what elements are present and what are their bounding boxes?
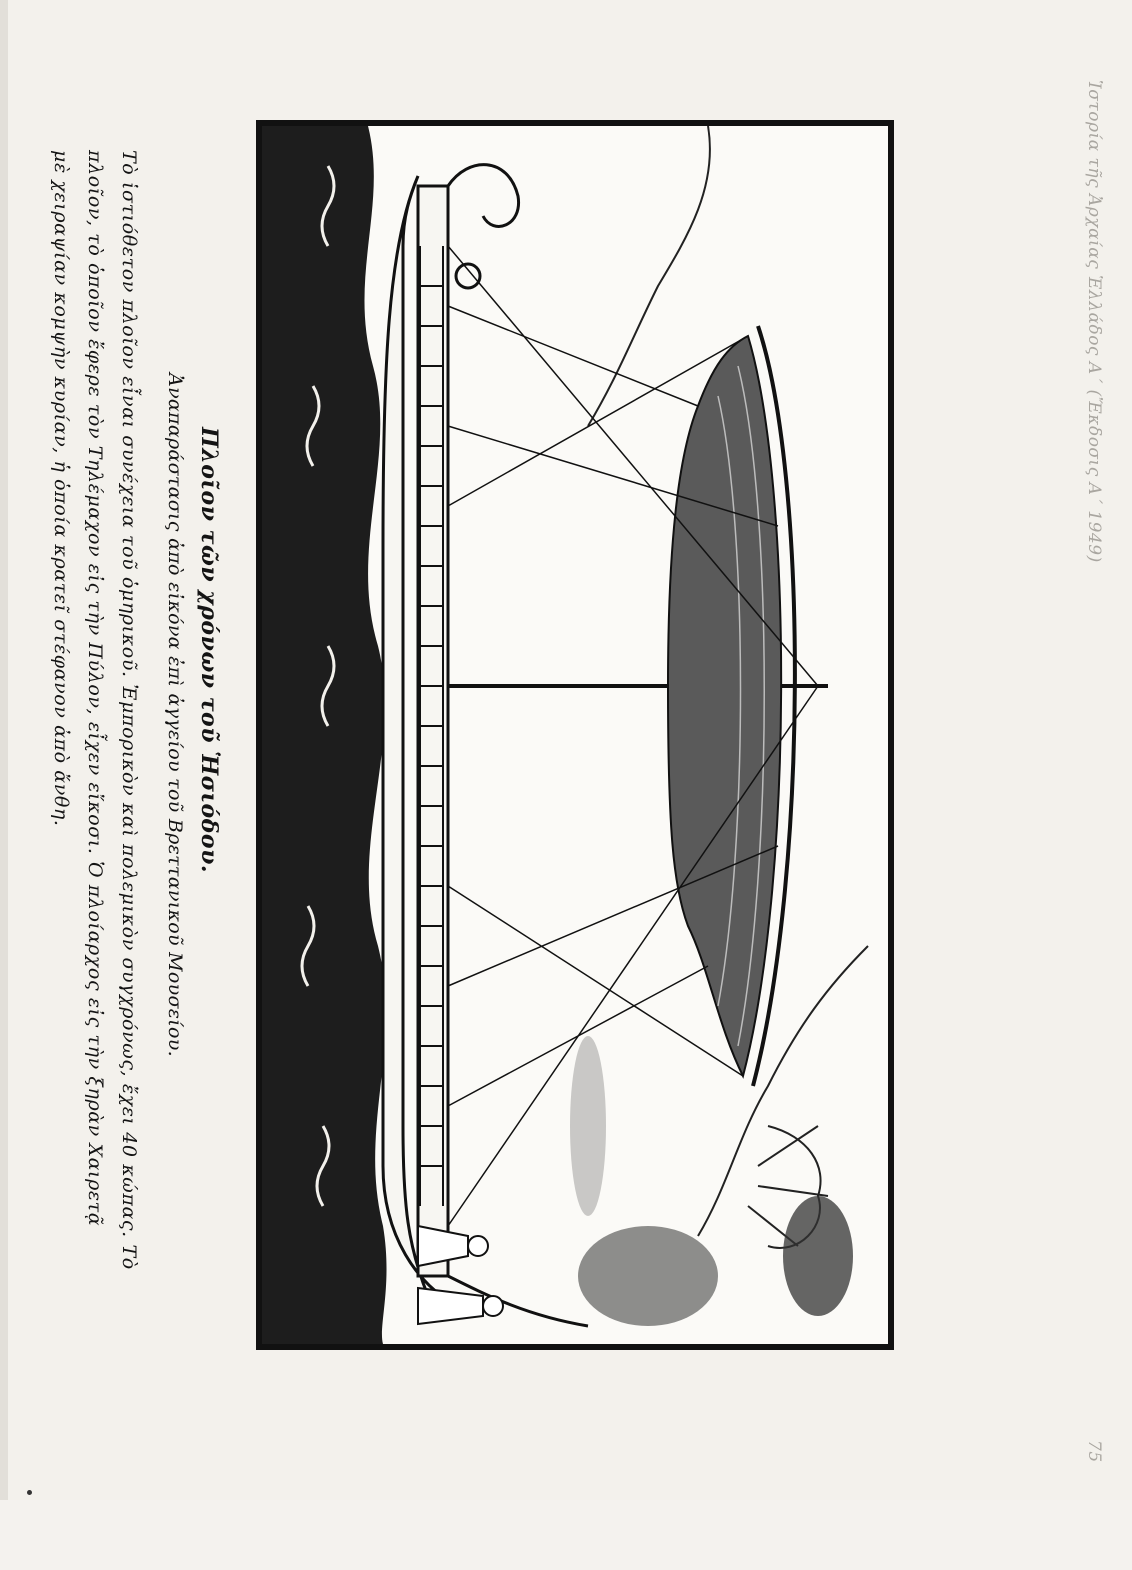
ship-illustration xyxy=(262,126,888,1344)
ship-illustration-frame xyxy=(256,120,894,1350)
bleed-through-running-header: Ἱστορία τῆς Ἀρχαίας Ἑλλάδος Α΄ (Ἔκδοσις Α΄ 1949) xyxy=(1084,80,1104,563)
caption-text-line: μὲ χειραψίαν κομψὴν κυρίαν, ἡ ὁποία κρατεῖ στέφανον ἀπὸ ἄνθη. xyxy=(50,150,72,827)
caption-text-line: πλοῖον, τὸ ὁποῖον ἔφερε τὸν Τηλέμαχον εἰς τὴν Πύλον, εἶχεν εἴκοσι. Ὁ πλοίαρχος εἰς τὴν ξηρὰν Χαιρετᾷ xyxy=(84,150,106,1227)
caption-text-line: Τὸ ἱστιόθετον πλοῖον εἶναι συνέχεια τοῦ ὁμηρικοῦ. Ἐμπορικὸν καὶ πολεμικὸν συγχρόνως, ἔχει 40 κώπας. Τὸ xyxy=(118,150,140,1270)
hull-eye-ornament xyxy=(456,264,480,288)
caption-subtitle: Ἀναπαράστασις ἀπὸ εἰκόνα ἐπὶ ἀγγείου τοῦ Βρεττανικοῦ Μουσείου. xyxy=(164,373,186,1057)
caption-title: Πλοῖον τῶν χρόνων τοῦ Ἡσιόδου. xyxy=(196,427,222,873)
ink-speck xyxy=(27,1490,32,1495)
bleed-through-page-number: 75 xyxy=(1084,1440,1104,1463)
